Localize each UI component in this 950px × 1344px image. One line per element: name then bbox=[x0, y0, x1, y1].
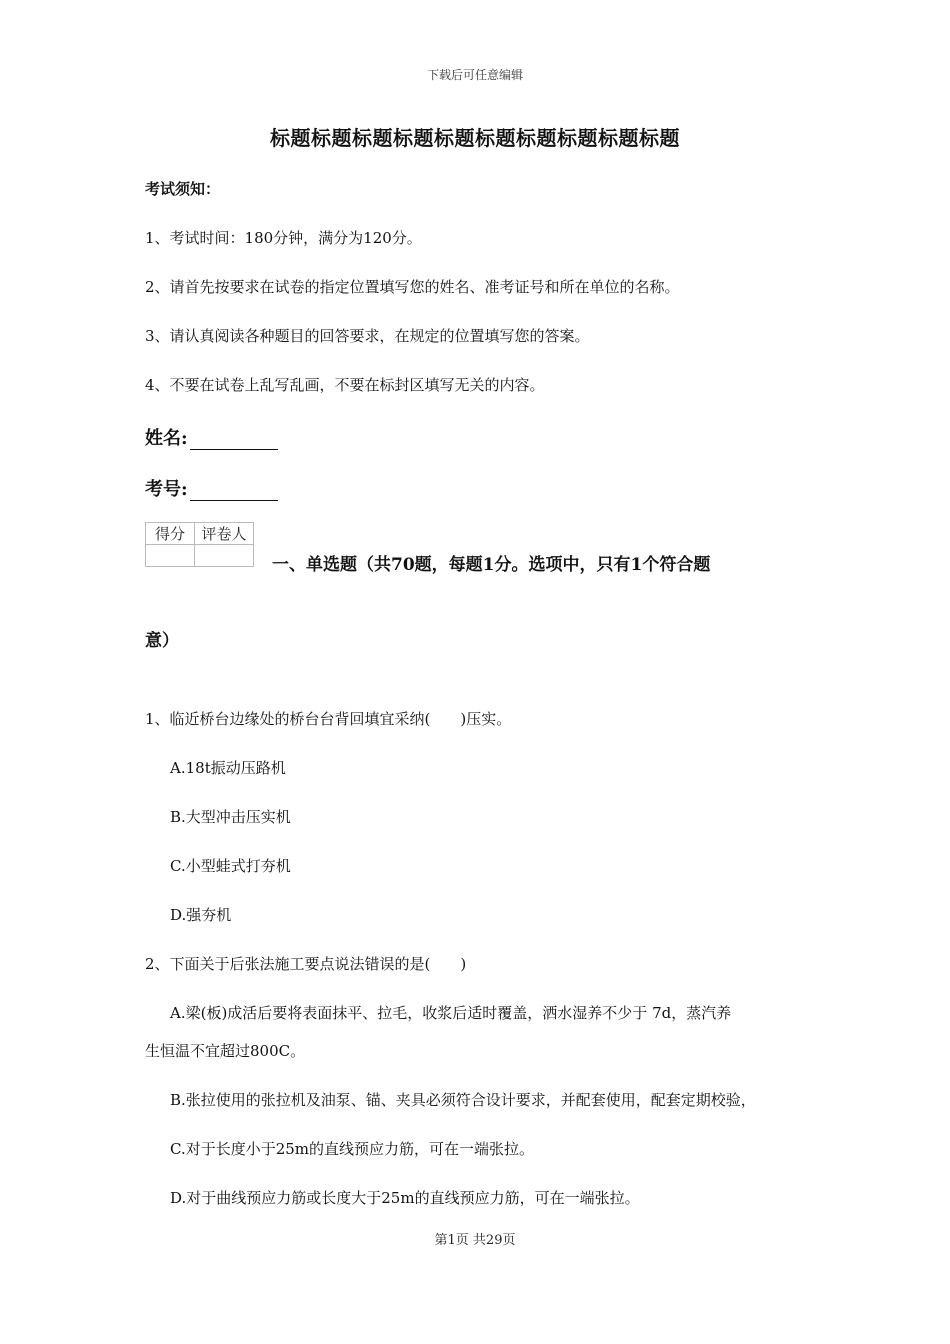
document-title: 标题标题标题标题标题标题标题标题标题标题 bbox=[270, 126, 680, 150]
section-title: 一、单选题（共70题，每题1分。选项中，只有1个符合题 bbox=[272, 555, 711, 575]
score-cell bbox=[146, 545, 195, 567]
question-option: D.对于曲线预应力筋或长度大于25m的直线预应力筋，可在一端张拉。 bbox=[170, 1189, 640, 1207]
exam-id-field bbox=[145, 475, 278, 501]
question-option: B.张拉使用的张拉机及油泵、锚、夹具必须符合设计要求，并配套使用，配套定期校验， bbox=[170, 1091, 756, 1109]
name-field bbox=[145, 424, 278, 450]
name-blank[interactable] bbox=[190, 431, 278, 450]
score-table bbox=[145, 522, 254, 567]
exam-id-blank[interactable] bbox=[190, 482, 278, 501]
notice-item: 1、考试时间：180分钟，满分为120分。 bbox=[145, 229, 422, 247]
question-option: A.梁(板)成活后要将表面抹平、拉毛，收浆后适时覆盖，洒水湿养不少于 7d，蒸汽养 bbox=[170, 1004, 732, 1022]
question-option: C.对于长度小于25m的直线预应力筋，可在一端张拉。 bbox=[170, 1140, 535, 1158]
grader-header: 评卷人 bbox=[195, 523, 254, 545]
question-option: B.大型冲击压实机 bbox=[170, 808, 291, 826]
header-note: 下载后可任意编辑 bbox=[426, 68, 523, 82]
score-header: 得分 bbox=[146, 523, 195, 545]
exam-id-label: 考号: bbox=[145, 479, 188, 500]
notice-heading: 考试须知： bbox=[145, 180, 221, 198]
notice-item: 3、请认真阅读各种题目的回答要求，在规定的位置填写您的答案。 bbox=[145, 327, 590, 345]
question-option: A.18t振动压路机 bbox=[170, 759, 286, 777]
notice-item: 2、请首先按要求在试卷的指定位置填写您的姓名、准考证号和所在单位的名称。 bbox=[145, 278, 680, 296]
question-stem: 2、下面关于后张法施工要点说法错误的是( ) bbox=[145, 955, 467, 973]
page-footer: 第1页 共29页 bbox=[434, 1233, 516, 1248]
notice-item: 4、不要在试卷上乱写乱画，不要在标封区填写无关的内容。 bbox=[145, 376, 545, 394]
question-option: C.小型蛙式打夯机 bbox=[170, 857, 291, 875]
section-title-continued: 意） bbox=[145, 631, 179, 651]
question-option: D.强夯机 bbox=[170, 906, 232, 924]
name-label: 姓名: bbox=[145, 428, 188, 449]
question-stem: 1、临近桥台边缘处的桥台台背回填宜采纳( )压实。 bbox=[145, 710, 512, 728]
question-option-continued: 生恒温不宜超过800C。 bbox=[145, 1042, 306, 1060]
grader-cell bbox=[195, 545, 254, 567]
